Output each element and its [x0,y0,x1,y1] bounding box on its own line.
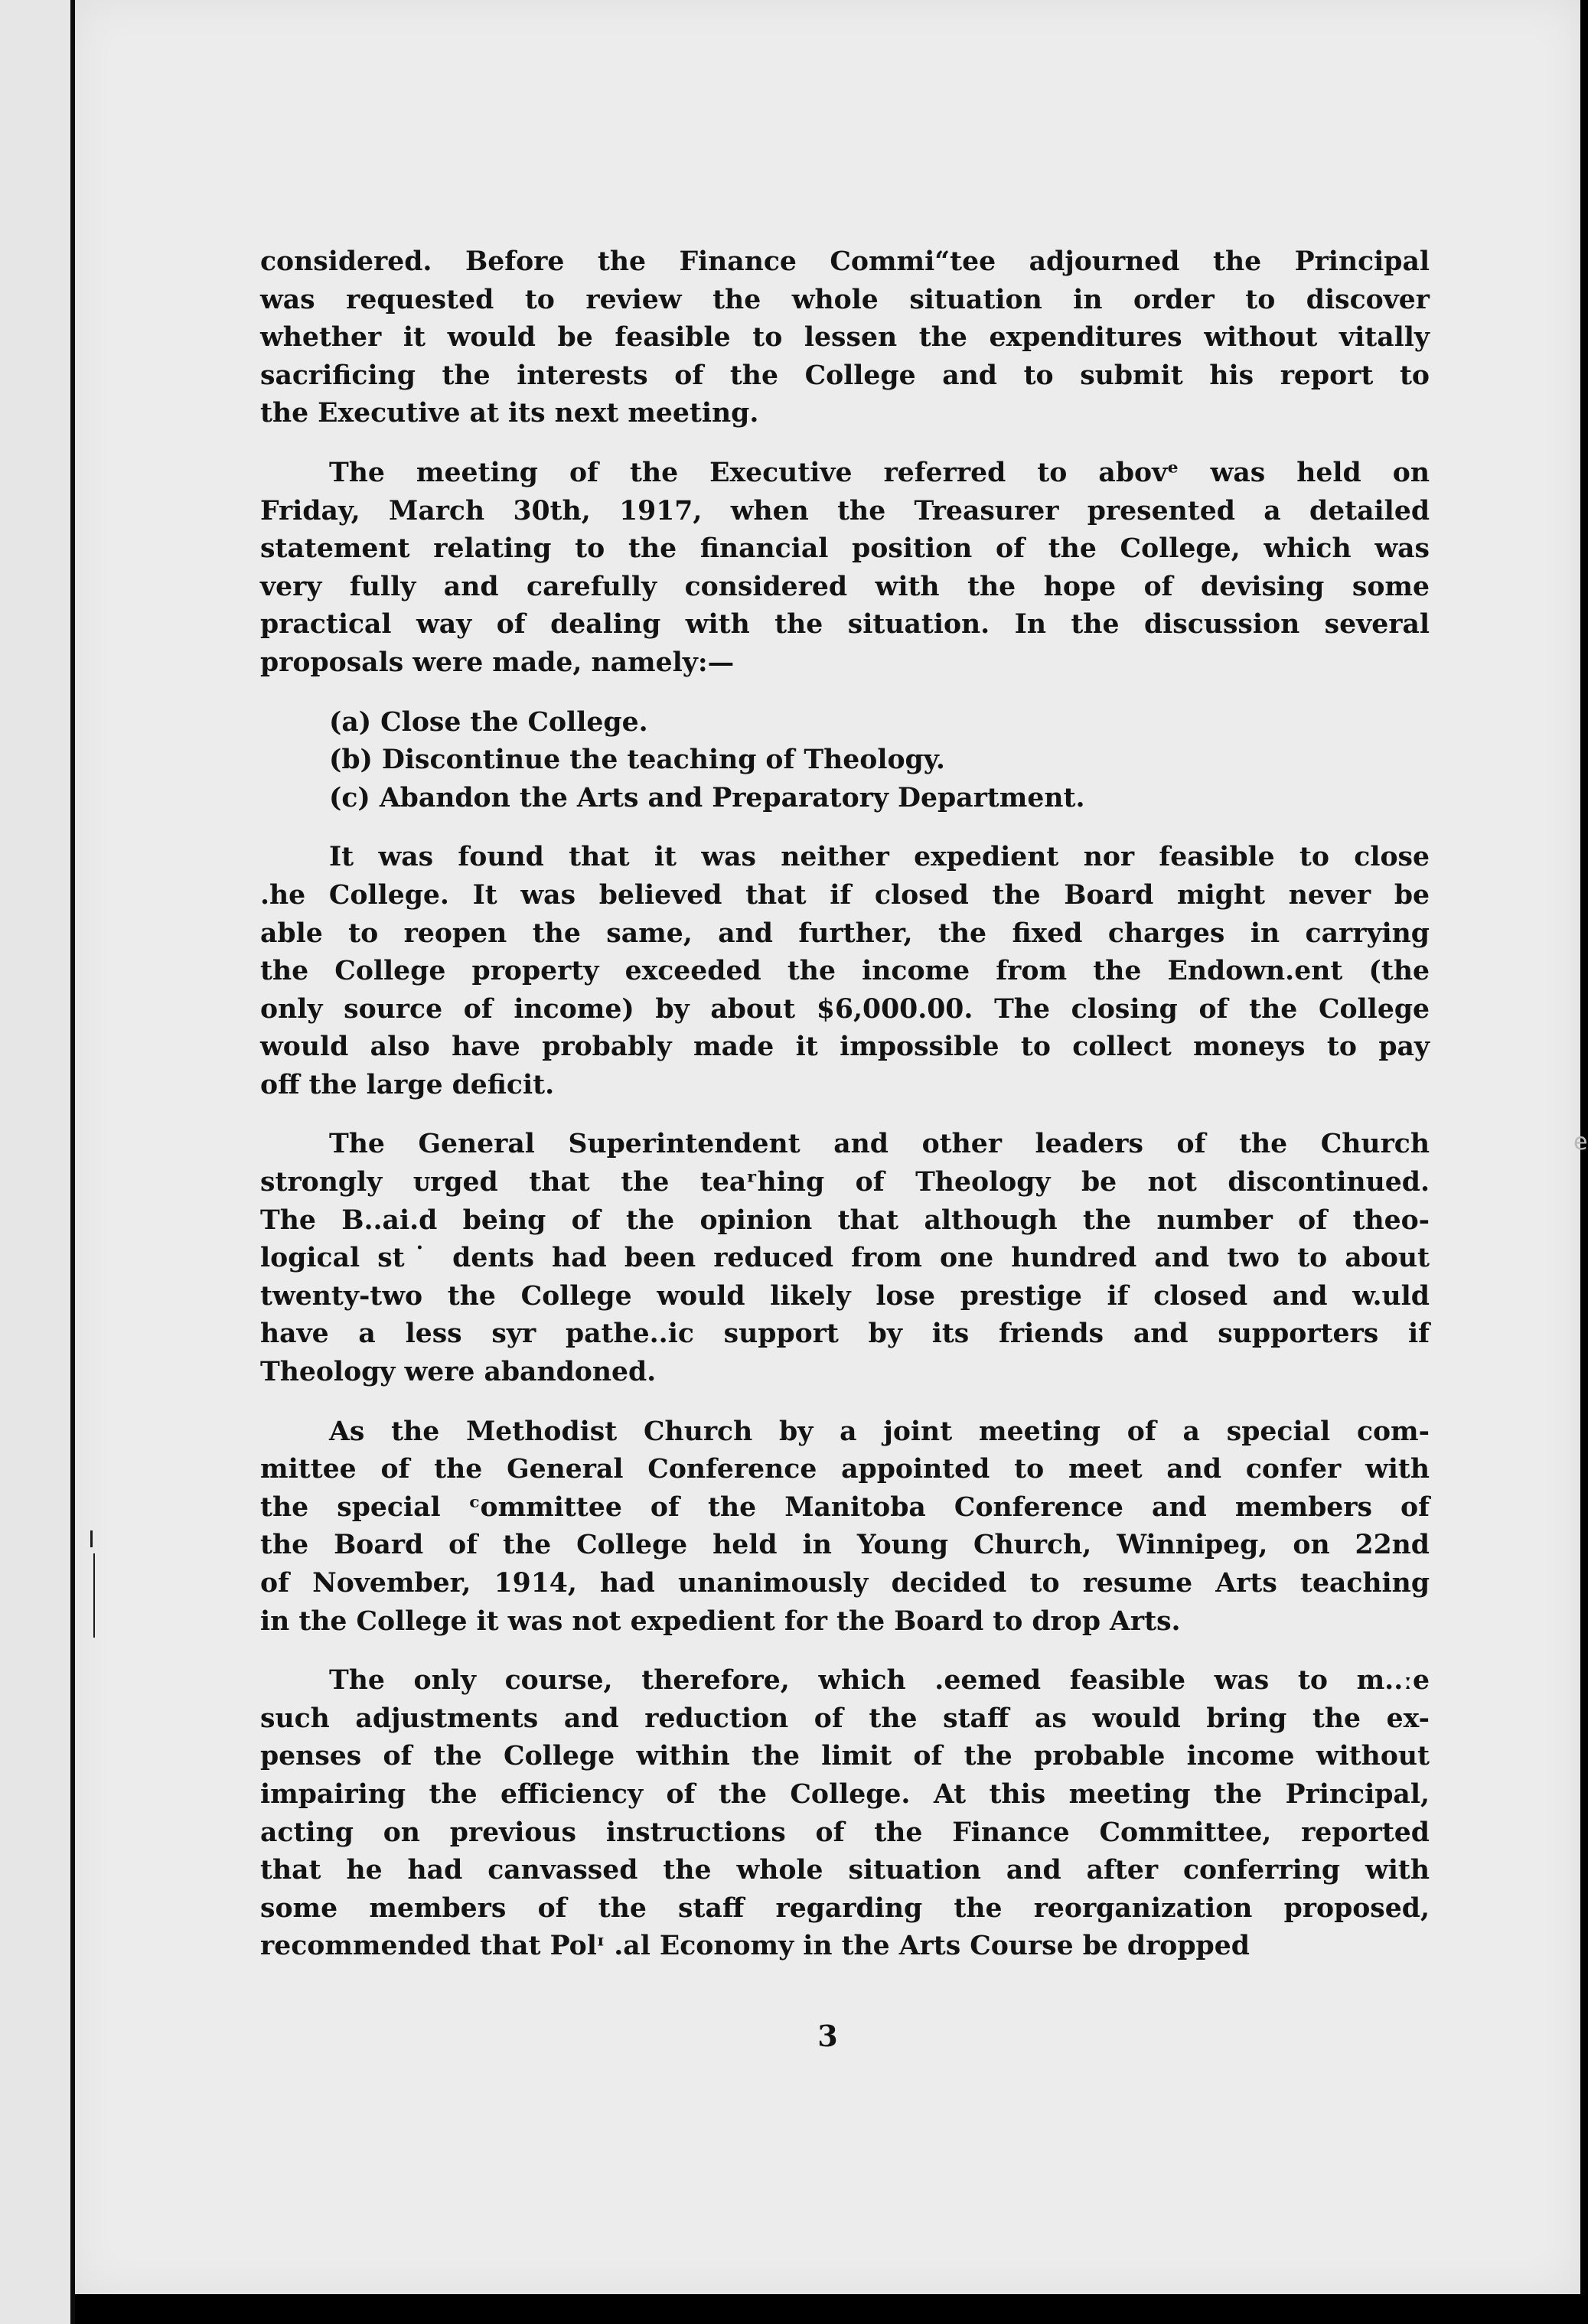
text-line: practical way of dealing with the situation. In the discussion several [260,609,1430,640]
proposal-list [260,704,1430,818]
paragraph [260,1662,1430,1966]
text-line: of November, 1914, had unanimously decided to resume Arts teaching [260,1568,1430,1599]
text-line: only source of income) by about $6,000.00. The closing of the College [260,993,1430,1025]
text-line: Theology were abandoned. [260,1357,657,1388]
text-line: some members of the staff regarding the reorganization proposed, [260,1892,1430,1924]
text-line: the Board of the College held in Young Church, Winnipeg, on 22nd [260,1530,1430,1561]
paragraph [260,1413,1430,1641]
text-line: The General Superintendent and other leaders of the Church [329,1129,1430,1160]
text-line: penses of the College within the limit of the probable income without [260,1741,1430,1772]
text-line: in the College it was not expedient for the Board to drop Arts. [260,1605,1181,1637]
text-line: recommended that Polᶦ .al Economy in the Arts Course be dropped [260,1931,1250,1962]
text-line: Friday, March 30th, 1917, when the Treasurer presented a detailed [260,495,1430,526]
text-line: the Executive at its next meeting. [260,398,759,429]
text-line: The B..ai.d being of the opinion that although the number of theo- [260,1204,1430,1236]
text-line: The meeting of the Executive referred to abovᵉ was held on [329,457,1430,488]
paragraph [260,243,1430,433]
text-line: sacrificing the interests of the College and to submit his report to [260,360,1430,391]
list-item: (a) Close the College. [329,706,648,738]
list-item: (b) Discontinue the teaching of Theology. [329,745,945,776]
text-line: proposals were made, namely:— [260,647,735,678]
page-number: 3 [817,2019,838,2053]
text-line: acting on previous instructions of the Finance Committee, reported [260,1817,1430,1848]
scanned-page [75,0,1588,2294]
text-line: .he College. It was believed that if closed the Board might never be [260,879,1430,911]
text-line: strongly ᴜrged that the teaʳhing of Theology be not discontinued. [260,1167,1430,1198]
text-line: impairing the efficiency of the College. At this meeting the Principal, [260,1778,1430,1810]
text-line: whether it would be feasible to lessen the expenditures without vitally [260,322,1430,354]
body-text [260,243,1430,1987]
stray-mark: e [1573,1129,1588,1155]
text-line: The only course, therefore, which .eemed feasible was to m..ːe [329,1665,1430,1697]
text-line: able to reopen the same, and further, the fixed charges in carrying [260,918,1430,949]
text-line: such adjustments and reduction of the staff as would bring the ex- [260,1703,1430,1734]
text-line: off the large deficit. [260,1069,555,1100]
adjacent-page-strip [0,0,70,2324]
text-line: was requested to review the whole situation in order to discover [260,284,1430,315]
list-item: (c) Abandon the Arts and Preparatory Department. [329,782,1085,813]
text-line: It was found that it was neither expedient nor feasible to close [329,842,1430,873]
text-line: considered. Before the Finance Commi“tee adjourned the Principal [260,246,1430,277]
text-line: very fully and carefully considered with the hope of devising some [260,571,1430,602]
paragraph [260,839,1430,1104]
text-line: the College property exceeded the income from the Endown.ent (the [260,956,1430,987]
text-line: would also have probably made it impossible to collect moneys to pay [260,1032,1430,1063]
text-line: mittee of the General Conference appointed to meet and confer with [260,1454,1430,1485]
text-line: have a less syr pathe..ic support by its friends and supporters if [260,1318,1430,1350]
text-line: logical st˙ dents had been reduced from one hundred and two to about [260,1243,1430,1274]
binding-mark [93,1553,95,1638]
text-line: twenty-two the College would likely lose prestige if closed and w.uld [260,1280,1430,1312]
binding-mark [90,1530,93,1547]
text-line: that he had canvassed the whole situation and after conferring with [260,1855,1430,1886]
paragraph [260,455,1430,683]
text-line: As the Methodist Church by a joint meeting of a special com- [329,1416,1430,1447]
text-line: statement relating to the financial position of the College, which was [260,533,1430,565]
text-line: the special ᶜommittee of the Manitoba Conference and members of [260,1491,1430,1523]
paragraph [260,1126,1430,1391]
